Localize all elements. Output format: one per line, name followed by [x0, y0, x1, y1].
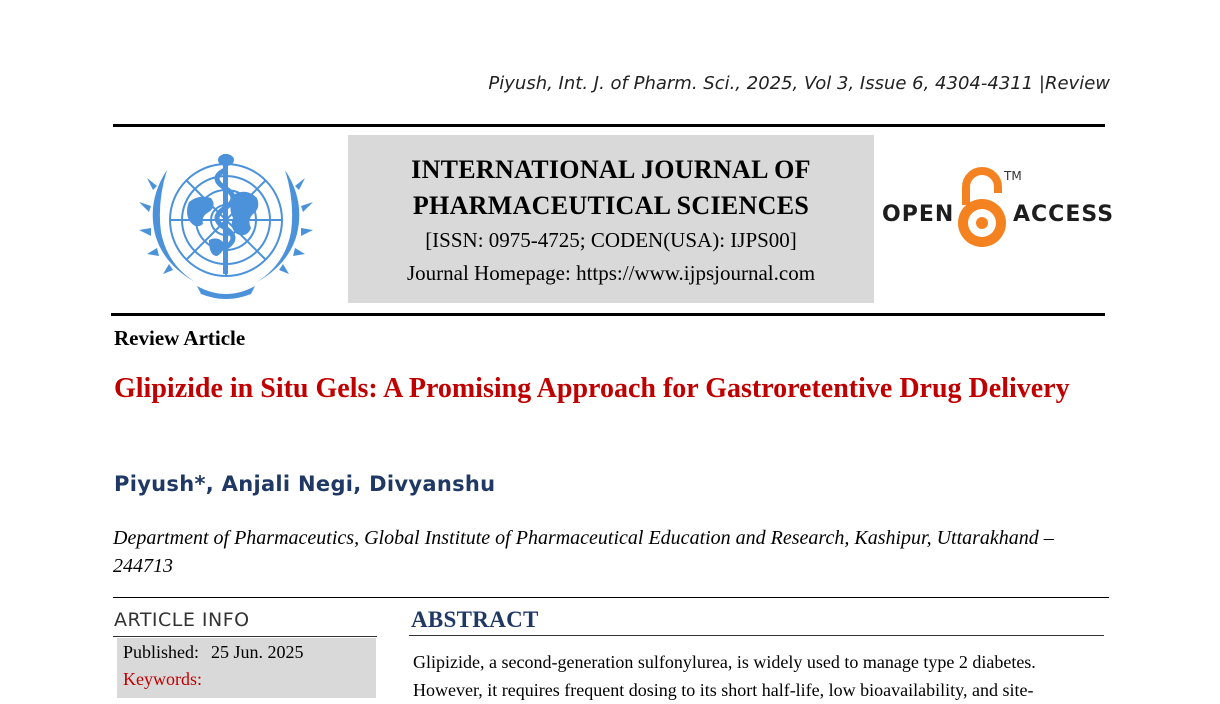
journal-issn: [ISSN: 0975-4725; CODEN(USA): IJPS00] [425, 228, 797, 252]
header-top-rule [113, 124, 1105, 127]
running-header: Piyush, Int. J. of Pharm. Sci., 2025, Vol 3, Issue 6, 4304-4311 |Review [488, 73, 1110, 94]
article-info-box [117, 638, 376, 698]
section-divider [113, 597, 1109, 598]
published-label: Published: [123, 642, 200, 662]
journal-homepage: Journal Homepage: https://www.ijpsjournal.com [406, 261, 816, 285]
open-access-open-text: OPEN [882, 202, 955, 227]
open-access-access-text: ACCESS [1013, 202, 1115, 227]
author-list: Piyush*, Anjali Negi, Divyanshu [114, 472, 496, 496]
journal-title-line1: INTERNATIONAL JOURNAL OF [411, 155, 811, 184]
abstract-text [413, 648, 1107, 704]
open-lock-icon [954, 165, 1010, 251]
un-emblem-logo [127, 140, 325, 305]
published-date: 25 Jun. 2025 [211, 642, 304, 662]
open-access-logo [880, 165, 1115, 255]
abstract-line-2: However, it requires frequent dosing to its short half-life, low bioavailability, and site- [413, 680, 1034, 700]
author-affiliation: Department of Pharmaceutics, Global Institute of Pharmaceutical Education and Research, Kashipur, Uttarakhand – 244713 [113, 527, 1054, 577]
article-type: Review Article [114, 326, 246, 350]
article-title: Glipizide in Situ Gels: A Promising Approach for Gastroretentive Drug Delivery [114, 373, 1070, 404]
abstract-line-1: Glipizide, a second-generation sulfonylurea, is widely used to manage type 2 diabetes. [413, 652, 1036, 672]
abstract-heading: ABSTRACT [411, 607, 539, 632]
article-info-heading: ARTICLE INFO [114, 609, 250, 631]
published-row [123, 642, 304, 663]
journal-masthead [348, 135, 874, 303]
keywords-label: Keywords: [123, 669, 202, 689]
header-bottom-rule [111, 313, 1105, 316]
abstract-rule [409, 635, 1104, 636]
open-access-trademark: TM [1004, 169, 1022, 183]
article-info-rule [113, 636, 377, 637]
journal-title-line2: PHARMACEUTICAL SCIENCES [412, 191, 810, 220]
